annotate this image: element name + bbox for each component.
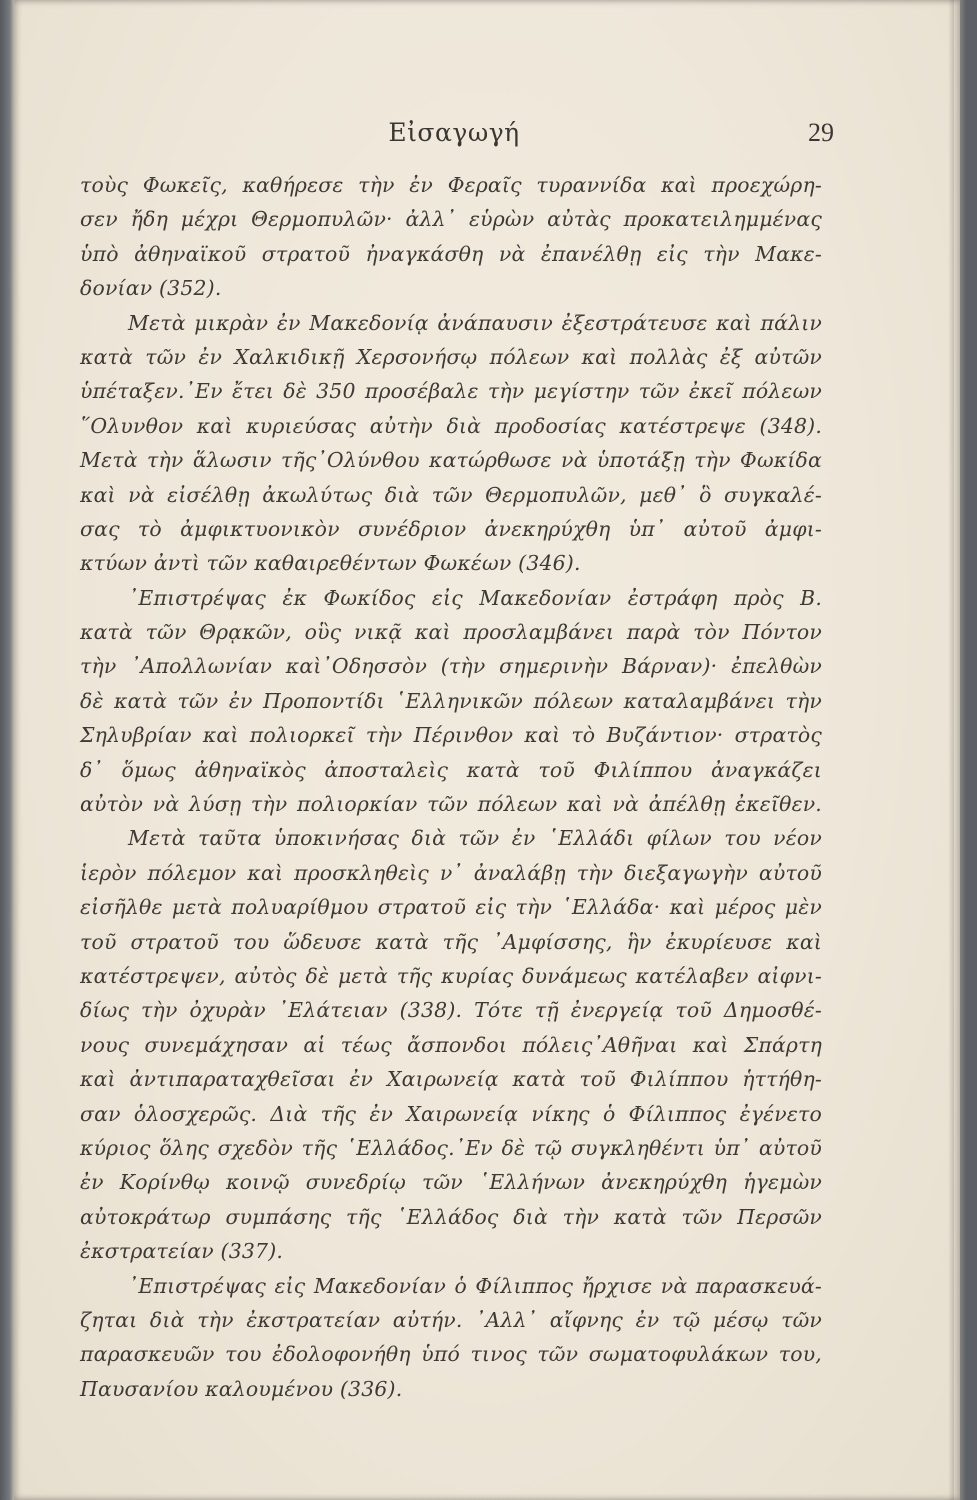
text-line: αὐτὸν νὰ λύσῃ τὴν πολιορκίαν τῶν πόλεων καὶ νὰ ἀπέλθῃ ἐκεῖθεν. xyxy=(80,792,822,817)
text-line: ζηται διὰ τὴν ἐκστρατείαν αὐτήν. ᾽Αλλ᾽ αἴφνης ἐν τῷ μέσῳ τῶν xyxy=(80,1307,822,1332)
text-line: κατὰ τῶν Θρᾳκῶν, οὓς νικᾷ καὶ προσλαμβάνει παρὰ τὸν Πόντον xyxy=(80,620,822,645)
page-number: 29 xyxy=(808,118,834,147)
text-line: κύριος ὅλης σχεδὸν τῆς ῾Ελλάδος.᾽Εν δὲ τῷ συγκληθέντι ὑπ᾽ αὐτοῦ xyxy=(80,1135,822,1160)
text-line: αὐτοκράτωρ συμπάσης τῆς ῾Ελλάδος διὰ τὴν κατὰ τῶν Περσῶν xyxy=(80,1204,822,1229)
text-line: δονίαν (352). xyxy=(80,276,222,301)
text-line: τοὺς Φωκεῖς, καθήρεσε τὴν ἐν Φεραῖς τυραννίδα καὶ προεχώρη- xyxy=(80,173,822,197)
page-edge-shadow xyxy=(948,0,954,1500)
text-line: ὑπέταξεν.᾽Εν ἔτει δὲ 350 προσέβαλε τὴν μεγίστην τῶν ἐκεῖ πόλεων xyxy=(80,379,822,404)
text-line: ἱερὸν πόλεμον καὶ προσκληθεὶς ν᾽ ἀναλάβῃ τὴν διεξαγωγὴν αὐτοῦ xyxy=(80,860,822,885)
text-line: καὶ νὰ εἰσέλθῃ ἀκωλύτως διὰ τῶν Θερμοπυλῶν, μεθ᾽ ὃ συγκαλέ- xyxy=(80,482,822,507)
text-line: ᾽Επιστρέψας εἰς Μακεδονίαν ὁ Φίλιππος ἤρχισε νὰ παρασκευά- xyxy=(128,1273,822,1298)
page-header xyxy=(14,118,960,158)
text-line: Μετὰ μικρὰν ἐν Μακεδονίᾳ ἀνάπαυσιν ἐξεστράτευσε καὶ πάλιν xyxy=(128,310,822,335)
text-line: ᾽Επιστρέψας ἐκ Φωκίδος εἰς Μακεδονίαν ἐστράφη πρὸς Β. xyxy=(128,585,822,610)
text-line: παρασκευῶν του ἐδολοφονήθη ὑπό τινος τῶν σωματοφυλάκων του, xyxy=(80,1342,822,1367)
text-line: ἐκστρατείαν (337). xyxy=(80,1239,284,1264)
text-line: δὲ κατὰ τῶν ἐν Προποντίδι ῾Ελληνικῶν πόλεων καταλαμβάνει τὴν xyxy=(80,688,822,713)
text-line: καὶ ἀντιπαραταχθεῖσαι ἐν Χαιρωνείᾳ κατὰ τοῦ Φιλίππου ἡττήθη- xyxy=(80,1067,822,1092)
text-line: εἰσῆλθε μετὰ πολυαρίθμου στρατοῦ εἰς τὴν ῾Ελλάδα· καὶ μέρος μὲν xyxy=(80,895,822,920)
text-line: σεν ἤδη μέχρι Θερμοπυλῶν· ἀλλ᾽ εὑρὼν αὐτὰς προκατειλημμένας xyxy=(80,207,822,232)
text-line: τὴν ᾽Απολλωνίαν καὶ᾽Οδησσὸν (τὴν σημερινὴν Βάρναν)· ἐπελθὼν xyxy=(80,654,822,679)
text-line: ῞Ολυνθον καὶ κυριεύσας αὐτὴν διὰ προδοσίας κατέστρεψε (348). xyxy=(80,413,822,438)
text-line: κτύων ἀντὶ τῶν καθαιρεθέντων Φωκέων (346). xyxy=(80,551,581,576)
text-line: δίως τὴν ὀχυρὰν ᾽Ελάτειαν (338). Τότε τῇ ἐνεργείᾳ τοῦ Δημοσθέ- xyxy=(80,998,822,1023)
text-line: Παυσανίου καλουμένου (336). xyxy=(80,1376,403,1401)
text-line: Μετὰ ταῦτα ὑποκινήσας διὰ τῶν ἐν ῾Ελλάδι φίλων του νέον xyxy=(128,826,822,851)
text-line: τοῦ στρατοῦ του ὥδευσε κατὰ τῆς ᾽Αμφίσσης, ἣν ἐκυρίευσε καὶ xyxy=(80,929,822,954)
book-page xyxy=(14,0,960,1500)
text-line: σαν ὁλοσχερῶς. Διὰ τῆς ἐν Χαιρωνείᾳ νίκης ὁ Φίλιππος ἐγένετο xyxy=(80,1101,822,1126)
text-line: ὑπὸ ἀθηναϊκοῦ στρατοῦ ἠναγκάσθη νὰ ἐπανέλθῃ εἰς τὴν Μακε- xyxy=(80,241,822,266)
text-line: δ᾽ ὅμως ἀθηναϊκὸς ἀποσταλεὶς κατὰ τοῦ Φιλίππου ἀναγκάζει xyxy=(80,757,822,782)
text-line: κατέστρεψεν, αὐτὸς δὲ μετὰ τῆς κυρίας δυνάμεως κατέλαβεν αἰφνι- xyxy=(80,963,822,988)
text-line: ἐν Κορίνθῳ κοινῷ συνεδρίῳ τῶν ῾Ελλήνων ἀνεκηρύχθη ἡγεμὼν xyxy=(80,1170,822,1195)
running-title: Εἰσαγωγή xyxy=(388,118,520,147)
text-line: σας τὸ ἀμφικτυονικὸν συνέδριον ἀνεκηρύχθη ὑπ᾽ αὐτοῦ ἀμφι- xyxy=(80,516,822,541)
body-text xyxy=(80,168,822,1406)
text-line: κατὰ τῶν ἐν Χαλκιδικῇ Χερσονήσῳ πόλεων καὶ πολλὰς ἐξ αὐτῶν xyxy=(80,344,822,369)
text-line: νους συνεμάχησαν αἱ τέως ἄσπονδοι πόλεις᾽Αθῆναι καὶ Σπάρτη xyxy=(80,1032,822,1057)
text-line: Σηλυβρίαν καὶ πολιορκεῖ τὴν Πέρινθον καὶ τὸ Βυζάντιον· στρατὸς xyxy=(80,723,822,748)
text-line: Μετὰ τὴν ἅλωσιν τῆς᾽Ολύνθου κατώρθωσε νὰ ὑποτάξῃ τὴν Φωκίδα xyxy=(80,448,822,473)
